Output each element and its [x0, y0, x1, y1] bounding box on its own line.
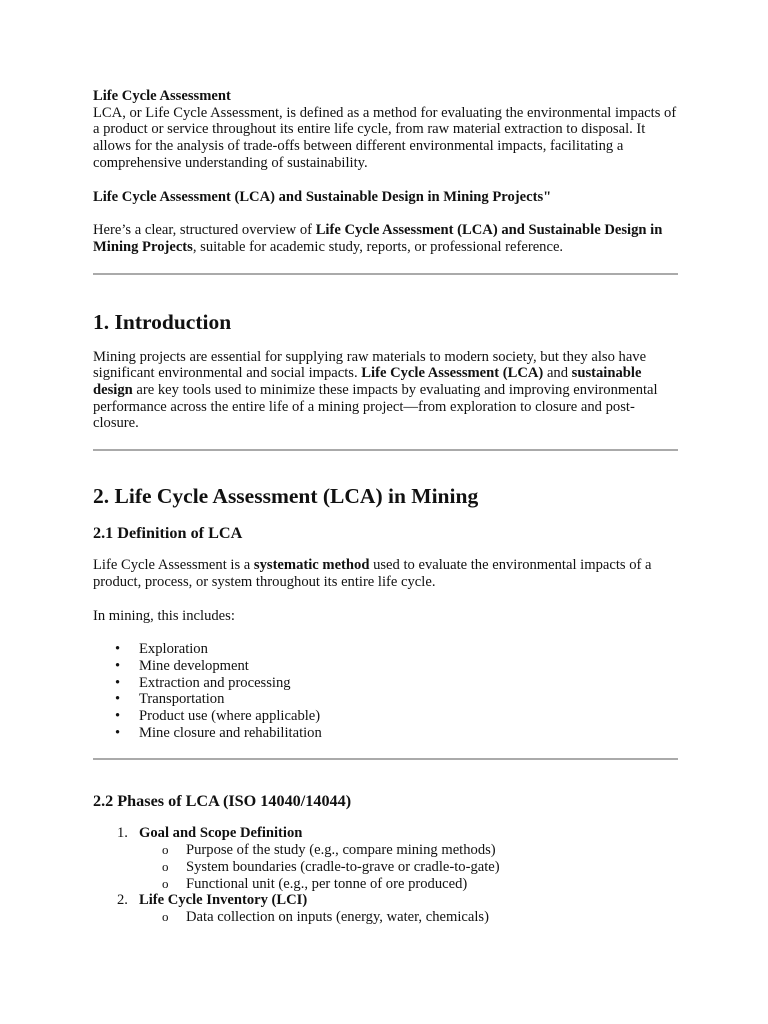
document-body: [93, 88, 678, 926]
section-2-2-title: 2.2 Phases of LCA (ISO 14040/14044): [93, 792, 352, 811]
list-item: o Data collection on inputs (energy, water, chemicals): [162, 908, 489, 925]
lca-definition: LCA, or Life Cycle Assessment, is defined as a method for evaluating the environmental impacts of a product or service throughout its entire life cycle, from raw material extraction to disposal. It allows for the analysis of trade-offs between different environmental impacts, facilitating a comprehensive understanding of sustainability.: [93, 104, 677, 171]
includes-label: In mining, this includes:: [93, 607, 235, 624]
phase-title: Life Cycle Inventory (LCI): [139, 892, 308, 909]
lca-definition-paragraph: Life Cycle Assessment is a systematic method used to evaluate the environmental impacts of a product, process, or system throughout its entire life cycle.: [93, 557, 652, 590]
section-1-title: 1. Introduction: [93, 309, 232, 334]
list-item: • Exploration: [115, 641, 208, 658]
list-item: o Functional unit (e.g., per tonne of ore produced): [162, 875, 468, 892]
overview-paragraph: Here’s a clear, structured overview of Life Cycle Assessment (LCA) and Sustainable Design in Mining Projects, suitable for academic study, reports, or professional reference.: [93, 222, 663, 255]
phase-sublist: [139, 842, 678, 892]
mining-stages-list: [93, 641, 678, 741]
list-item: • Transportation: [115, 691, 225, 708]
phase-item: 1. Goal and Scope Definition o Purpose of the study (e.g., compare mining methods) o System boundaries (cradle-to-grave or cradle-to-gate) o Functional unit (e.g., per tonne of ore produced): [93, 825, 678, 892]
section-1-paragraph: Mining projects are essential for supplying raw materials to modern society, but they also have significant environmental and social impacts. Life Cycle Assessment (LCA) and sustainable design are key tools used to minimize these impacts by evaluating and improving environmental performance across the entire life of a mining project—from exploration to closure and post-closure.: [93, 348, 658, 432]
list-item: • Mine closure and rehabilitation: [115, 724, 322, 741]
list-item: o Purpose of the study (e.g., compare mining methods): [162, 842, 496, 859]
phase-title: Goal and Scope Definition: [139, 825, 303, 842]
list-item: • Mine development: [115, 657, 249, 674]
section-2-1-title: 2.1 Definition of LCA: [93, 524, 243, 543]
lca-phases-list: [93, 825, 678, 925]
list-item: • Product use (where applicable): [115, 708, 321, 725]
list-item: • Extraction and processing: [115, 674, 291, 691]
section-2-title: 2. Life Cycle Assessment (LCA) in Mining: [93, 484, 479, 509]
prompt-title: Life Cycle Assessment (LCA) and Sustainable Design in Mining Projects": [93, 188, 552, 205]
phase-sublist: [139, 909, 678, 926]
lca-heading: Life Cycle Assessment: [93, 88, 231, 104]
phase-item: 2. Life Cycle Inventory (LCI) o Data collection on inputs (energy, water, chemicals): [93, 892, 678, 925]
list-item: o System boundaries (cradle-to-grave or cradle-to-gate): [162, 858, 500, 875]
